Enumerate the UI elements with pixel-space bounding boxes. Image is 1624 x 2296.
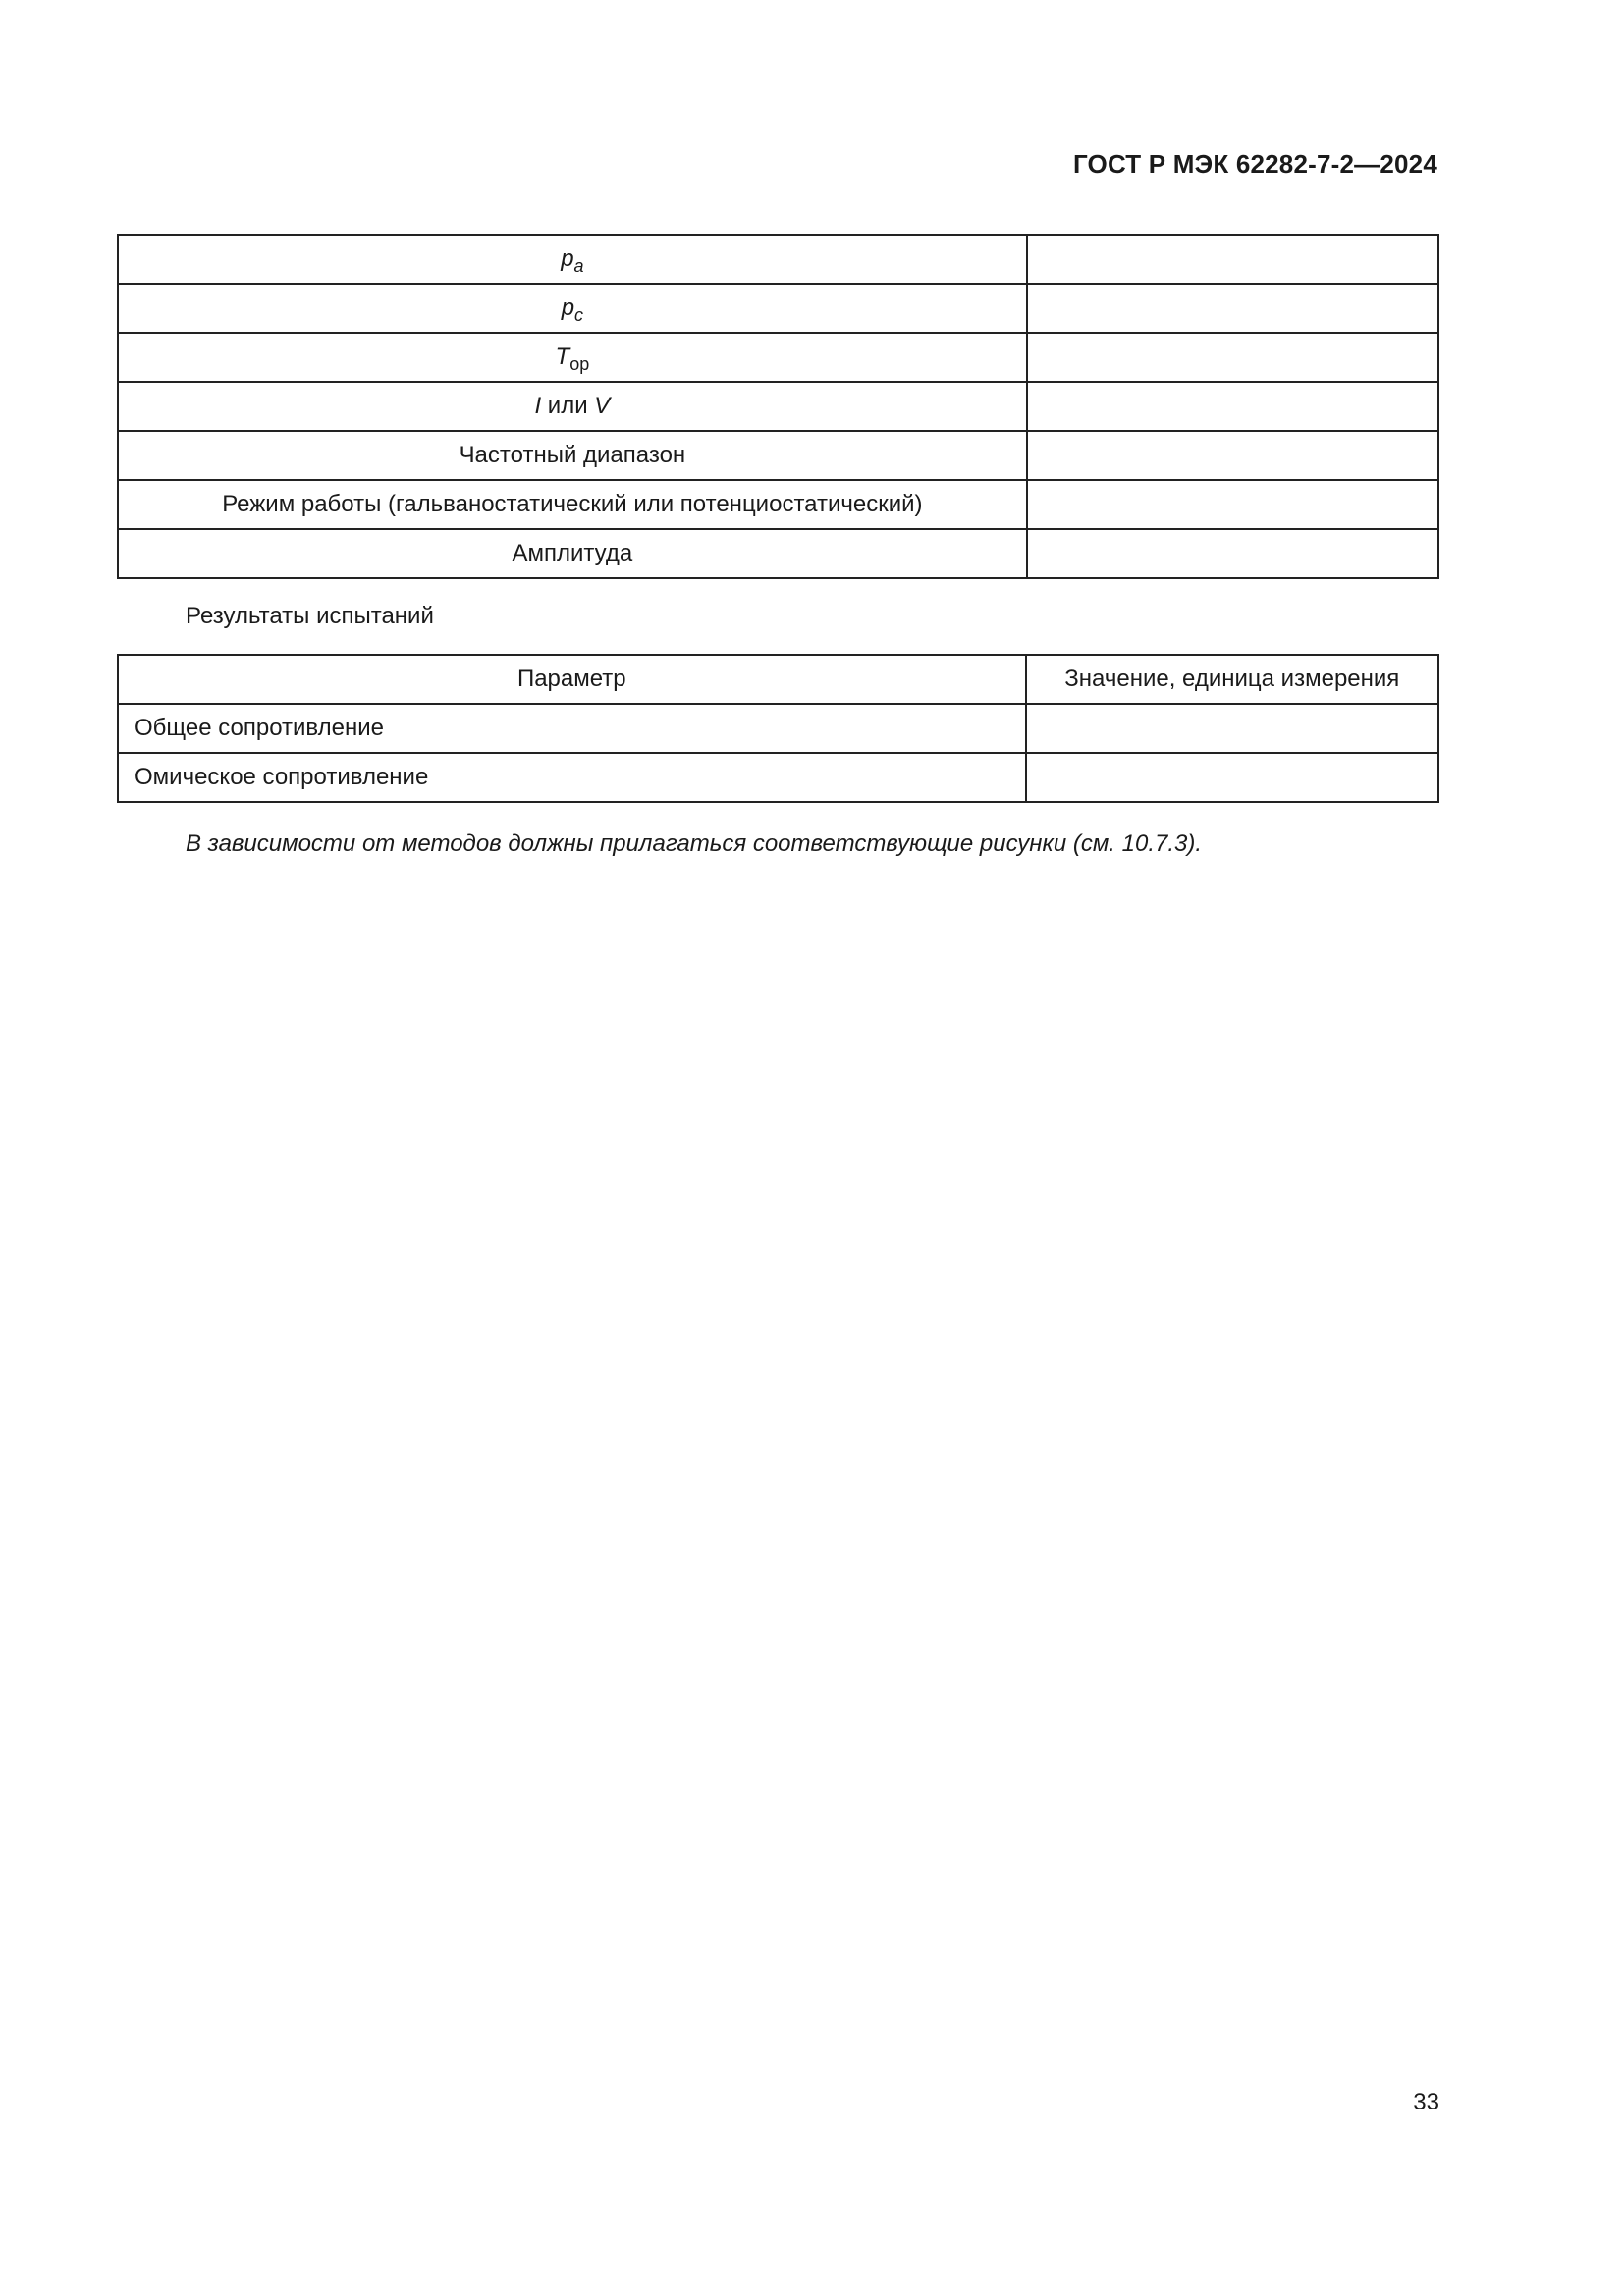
result-value-cell xyxy=(1026,753,1438,802)
table-row xyxy=(118,235,1438,284)
param-symbol-v: V xyxy=(594,393,611,419)
param-name-cell xyxy=(118,382,1027,431)
result-name-cell: Омическое сопротивление xyxy=(118,753,1026,802)
table-row xyxy=(118,431,1438,480)
param-name-cell: Частотный диапазон xyxy=(118,431,1027,480)
param-subscript: a xyxy=(573,256,584,276)
param-subscript: c xyxy=(574,305,584,325)
param-connector: или xyxy=(541,393,595,419)
param-name-cell xyxy=(118,333,1027,382)
param-value-cell xyxy=(1027,284,1438,333)
param-symbol-i: I xyxy=(534,393,542,419)
param-value-cell xyxy=(1027,382,1438,431)
results-table xyxy=(117,654,1439,803)
param-subscript: op xyxy=(569,354,590,374)
table-row xyxy=(118,704,1438,753)
table-row xyxy=(118,333,1438,382)
table-header-row xyxy=(118,655,1438,704)
table-row xyxy=(118,753,1438,802)
table-row xyxy=(118,284,1438,333)
param-value-cell xyxy=(1027,431,1438,480)
param-symbol: p xyxy=(561,294,575,321)
result-name-cell: Общее сопротивление xyxy=(118,704,1026,753)
param-value-cell xyxy=(1027,529,1438,578)
param-value-cell xyxy=(1027,480,1438,529)
footnote-text: В зависимости от методов должны прилагаться соответствующие рисунки (см. 10.7.3). xyxy=(186,830,1203,857)
page-number: 33 xyxy=(1413,2089,1439,2115)
param-name-cell: Амплитуда xyxy=(118,529,1027,578)
result-value-cell xyxy=(1026,704,1438,753)
param-name-cell xyxy=(118,235,1027,284)
param-name-cell: Режим работы (гальваностатический или потенциостатический) xyxy=(118,480,1027,529)
param-name-cell xyxy=(118,284,1027,333)
table-row xyxy=(118,529,1438,578)
table-row xyxy=(118,480,1438,529)
table-row xyxy=(118,382,1438,431)
param-value-cell xyxy=(1027,235,1438,284)
param-symbol: T xyxy=(555,344,570,370)
document-code: ГОСТ Р МЭК 62282-7-2—2024 xyxy=(1072,149,1437,179)
results-label: Результаты испытаний xyxy=(186,603,434,629)
param-value-cell xyxy=(1027,333,1438,382)
column-header: Параметр xyxy=(118,655,1026,704)
column-header: Значение, единица измерения xyxy=(1026,655,1438,704)
params-table xyxy=(117,234,1439,579)
param-symbol: p xyxy=(561,245,574,272)
